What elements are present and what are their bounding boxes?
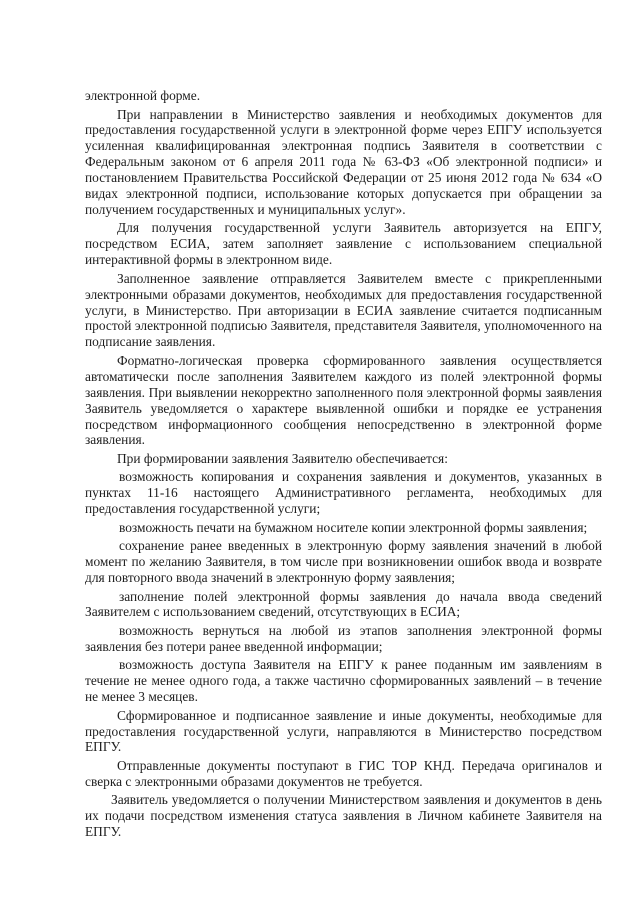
list-item-save-values: сохранение ранее введенных в электронную форму заявления значений в любой момент по желанию Заявителя, в том числе при возникновении ошибок ввода и возврате для повторного ввода значений в электронную форму заявления; (85, 538, 602, 586)
paragraph-submission: Заполненное заявление отправляется Заявителем вместе с прикрепленными электронными образами документов, необходимых для предоставления государственной услуги, в Министерство. При авторизации в ЕСИА заявление считается подписанным простой электронной подписью Заявителя, представителя Заявителя, уполномоченного на подписание заявления. (85, 270, 602, 350)
paragraph-electronic-signature: При направлении в Министерство заявления и необходимых документов для предоставления государственной услуги в электронной форме через ЕПГУ используется усиленная квалифицированная электронная подпись Заявителя в соответствии с Федеральным законом от 6 апреля 2011 года № 63-ФЗ «Об электронной подписи» и постановлением Правительства Российской Федерации от 25 июня 2012 года № 634 «О видах электронной подписи, использование которых допускается при обращении за получением государственных и муниципальных услуг». (85, 106, 602, 217)
paragraph-validation: Форматно-логическая проверка сформированного заявления осуществляется автоматически после заполнения Заявителем каждого из полей электронной формы заявления. При выявлении некорректно заполненного поля электронной формы заявления Заявитель уведомляется о характере выявленной ошибки и порядке ее устранения посредством информационного сообщения непосредственно в электронной форме заявления. (85, 352, 602, 448)
paragraph-notification: Заявитель уведомляется о получении Министерством заявления и документов в день их подачи посредством изменения статуса заявления в Личном кабинете Заявителя на ЕПГУ. (85, 792, 602, 840)
list-item-prefill: заполнение полей электронной формы заявления до начала ввода сведений Заявителем с использованием сведений, отсутствующих в ЕСИА; (85, 588, 602, 620)
list-item-print: возможность печати на бумажном носителе копии электронной формы заявления; (119, 519, 588, 535)
paragraph-continuation: электронной форме. (85, 88, 201, 103)
paragraph-sending: Сформированное и подписанное заявление и иные документы, необходимые для предоставления государственной услуги, направляются в Министерство посредством ЕПГУ. (85, 707, 602, 755)
paragraph-provisions-intro: При формировании заявления Заявителю обеспечивается: (117, 450, 448, 466)
list-item-access-history: возможность доступа Заявителя на ЕПГУ к ранее поданным им заявлениям в течение не менее одного года, а также частично сформированных заявлений – в течение не менее 3 месяцев. (85, 657, 602, 705)
list-item-return-step: возможность вернуться на любой из этапов заполнения электронной формы заявления без потери ранее введенной информации; (85, 622, 602, 654)
paragraph-gis-tor: Отправленные документы поступают в ГИС ТОР КНД. Передача оригиналов и сверка с электронными образами документов не требуется. (85, 757, 602, 789)
list-item-copy-save: возможность копирования и сохранения заявления и документов, указанных в пунктах 11-16 настоящего Административного регламента, необходимых для предоставления государственной услуги; (85, 469, 602, 517)
paragraph-authorization: Для получения государственной услуги Заявитель авторизуется на ЕПГУ, посредством ЕСИА, затем заполняет заявление с использованием специальной интерактивной формы в электронном виде. (85, 220, 602, 268)
